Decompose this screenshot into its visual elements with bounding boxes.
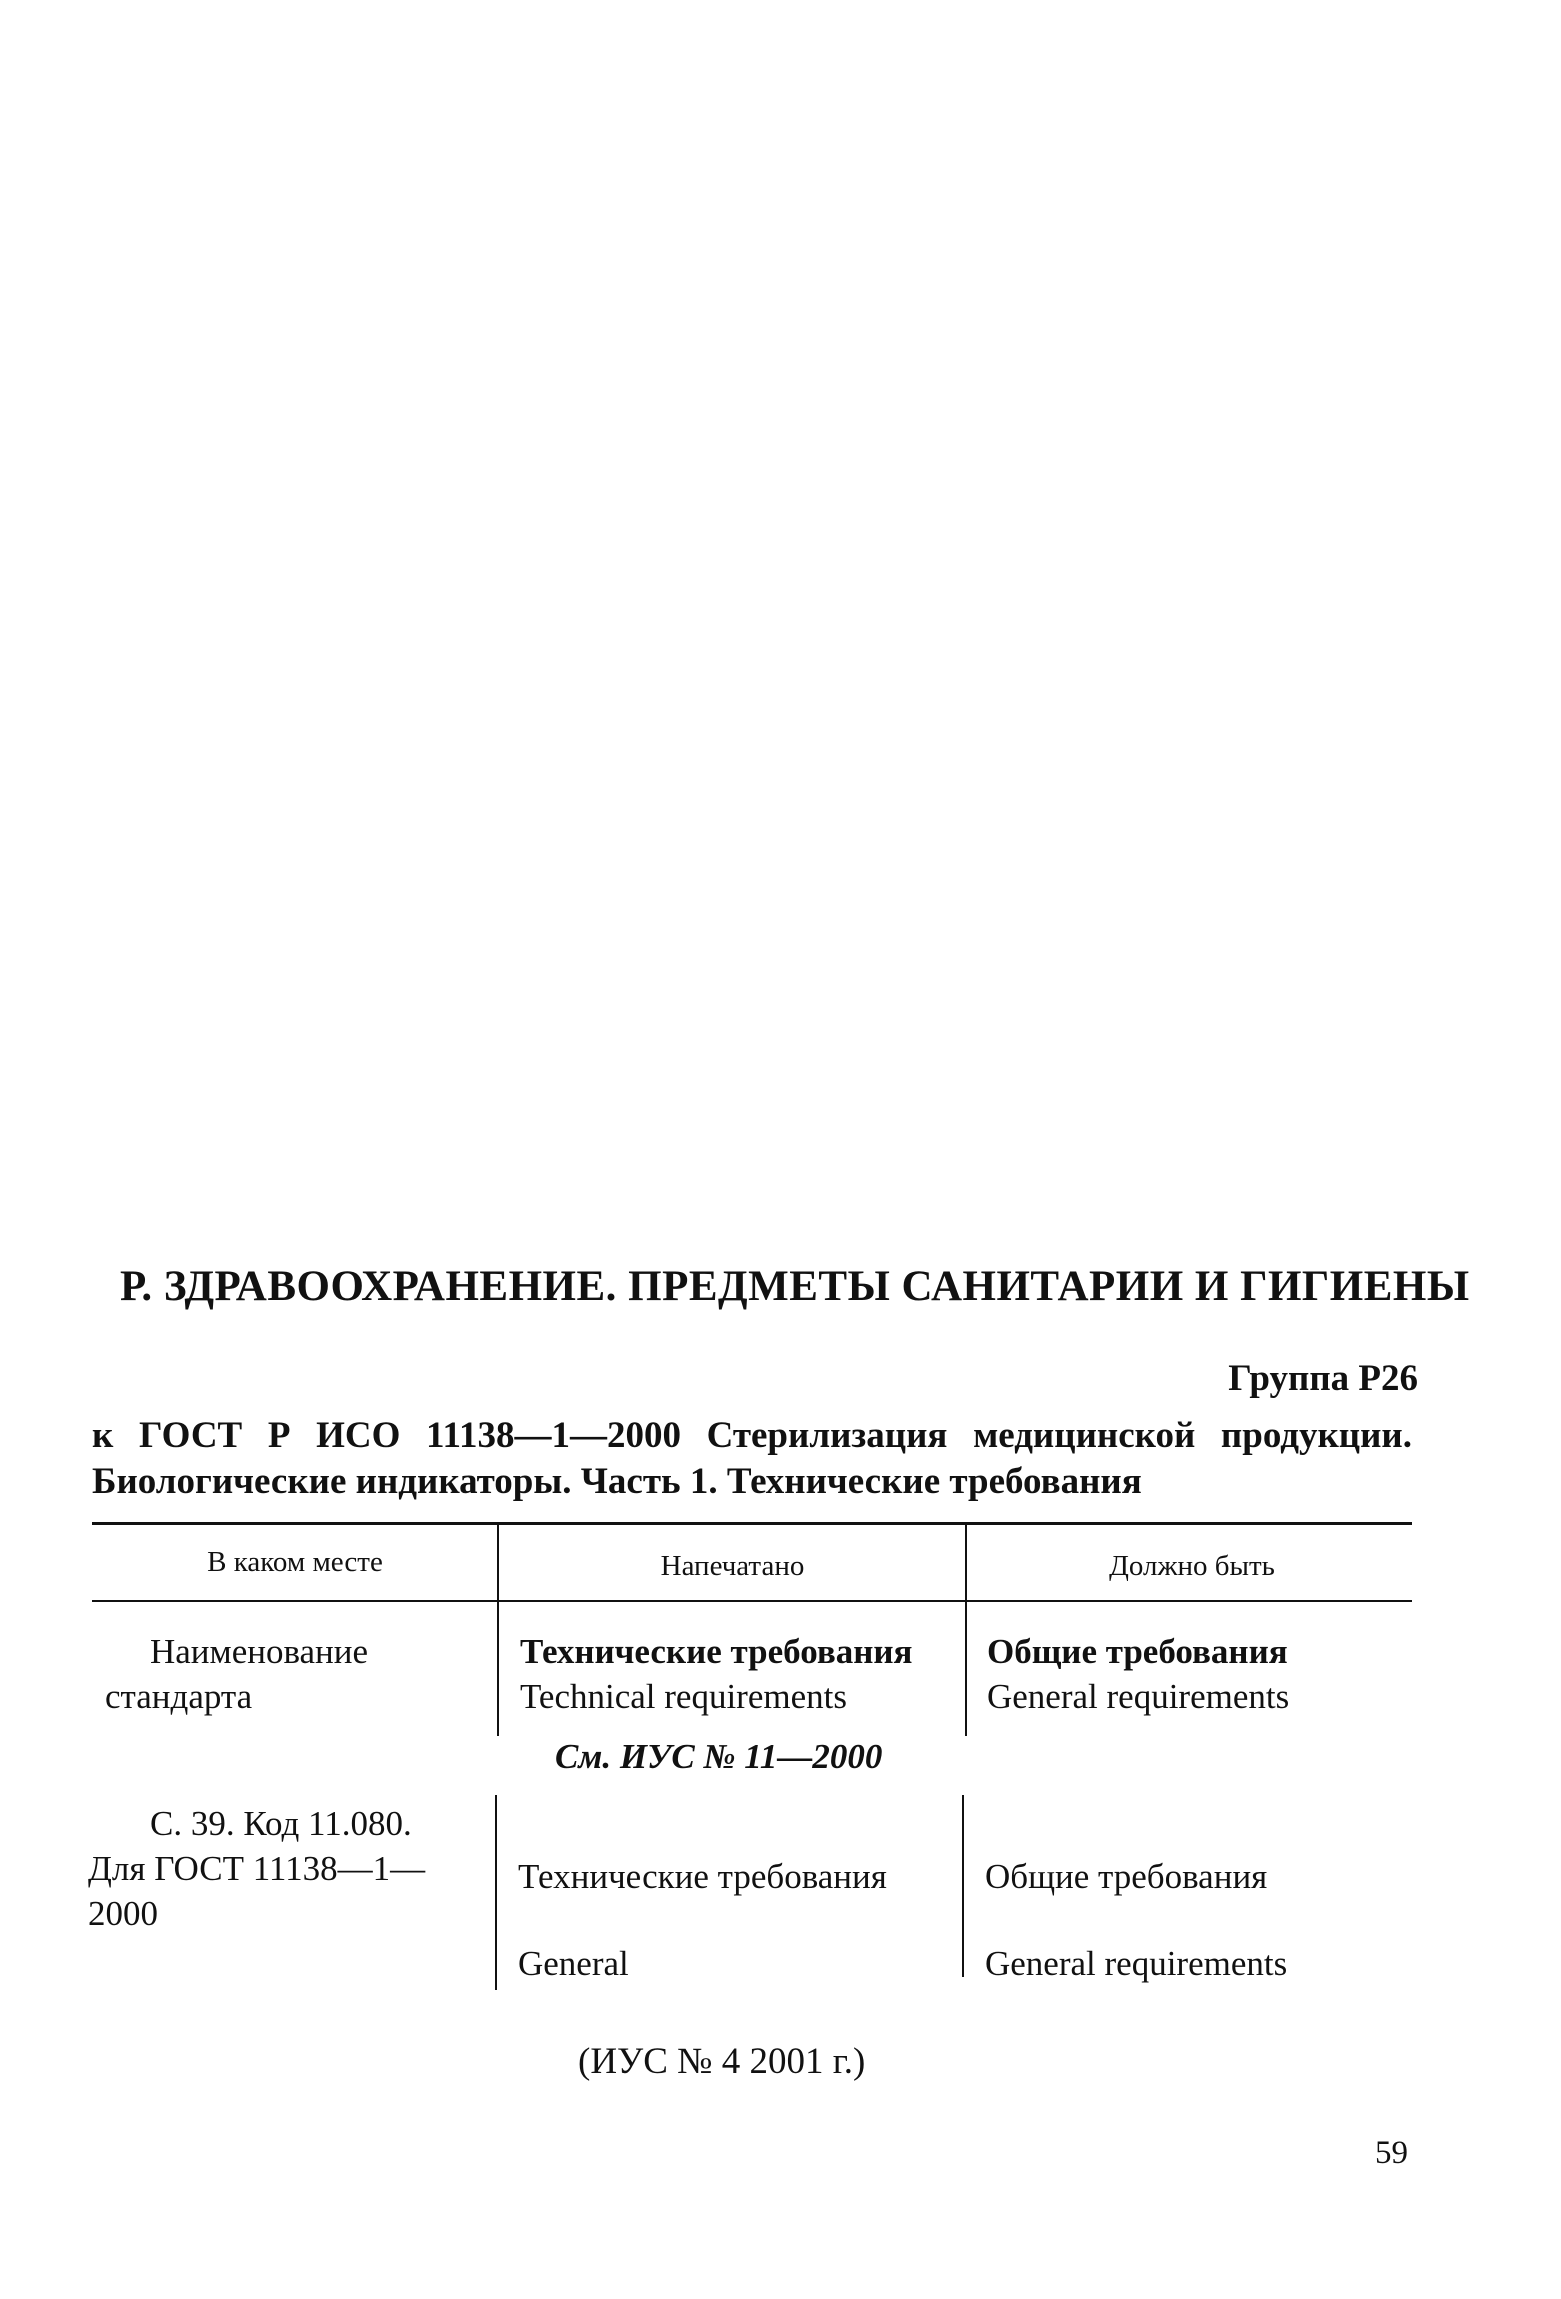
group-label: Группа Р26 <box>1228 1358 1418 1399</box>
amendment-title <box>92 1413 1412 1505</box>
row1-printed-line1: Технические требования <box>520 1632 913 1671</box>
footer-note: (ИУС № 4 2001 г.) <box>578 2041 866 2082</box>
section-title: Р. ЗДРАВООХРАНЕНИЕ. ПРЕДМЕТЫ САНИТАРИИ И ГИГИЕНЫ <box>120 1263 1470 1310</box>
table-top-rule <box>92 1522 1412 1525</box>
amendment-line-1: к ГОСТ Р ИСО 11138—1—2000 Стерилизация медицинской продукции. <box>92 1415 1412 1456</box>
header-should-be: Должно быть <box>1109 1550 1275 1582</box>
header-where: В каком месте <box>207 1546 383 1578</box>
column-divider-1-top <box>497 1524 499 1736</box>
row1-printed-line2: Technical requirements <box>520 1677 847 1716</box>
row1-where-line2: стандарта <box>105 1677 253 1716</box>
row1-where-line1: Наименование <box>150 1632 369 1671</box>
row2-where-line1: С. 39. Код 11.080. <box>150 1804 412 1843</box>
amendment-line-2: Биологические индикаторы. Часть 1. Технические требования <box>92 1461 1142 1502</box>
header-printed: Напечатано <box>660 1550 805 1582</box>
row1-should-be-line1: Общие требования <box>987 1632 1288 1671</box>
column-divider-1-bottom <box>495 1795 497 1990</box>
row2-where-line3: 2000 <box>88 1894 158 1933</box>
row2-where-line2: Для ГОСТ 11138—1— <box>88 1849 426 1888</box>
row2-printed-line1: Технические требования <box>518 1857 887 1896</box>
page-number: 59 <box>1375 2135 1408 2171</box>
row1-should-be-line2: General requirements <box>987 1677 1290 1716</box>
row2-printed-line2: General <box>518 1944 629 1983</box>
row2-should-be-line2: General requirements <box>985 1944 1288 1983</box>
table-note: См. ИУС № 11—2000 <box>555 1737 883 1776</box>
row2-should-be-line1: Общие требования <box>985 1857 1268 1896</box>
column-divider-2-top <box>965 1524 967 1736</box>
table-header-rule <box>92 1600 1412 1602</box>
column-divider-2-bottom <box>962 1795 964 1977</box>
